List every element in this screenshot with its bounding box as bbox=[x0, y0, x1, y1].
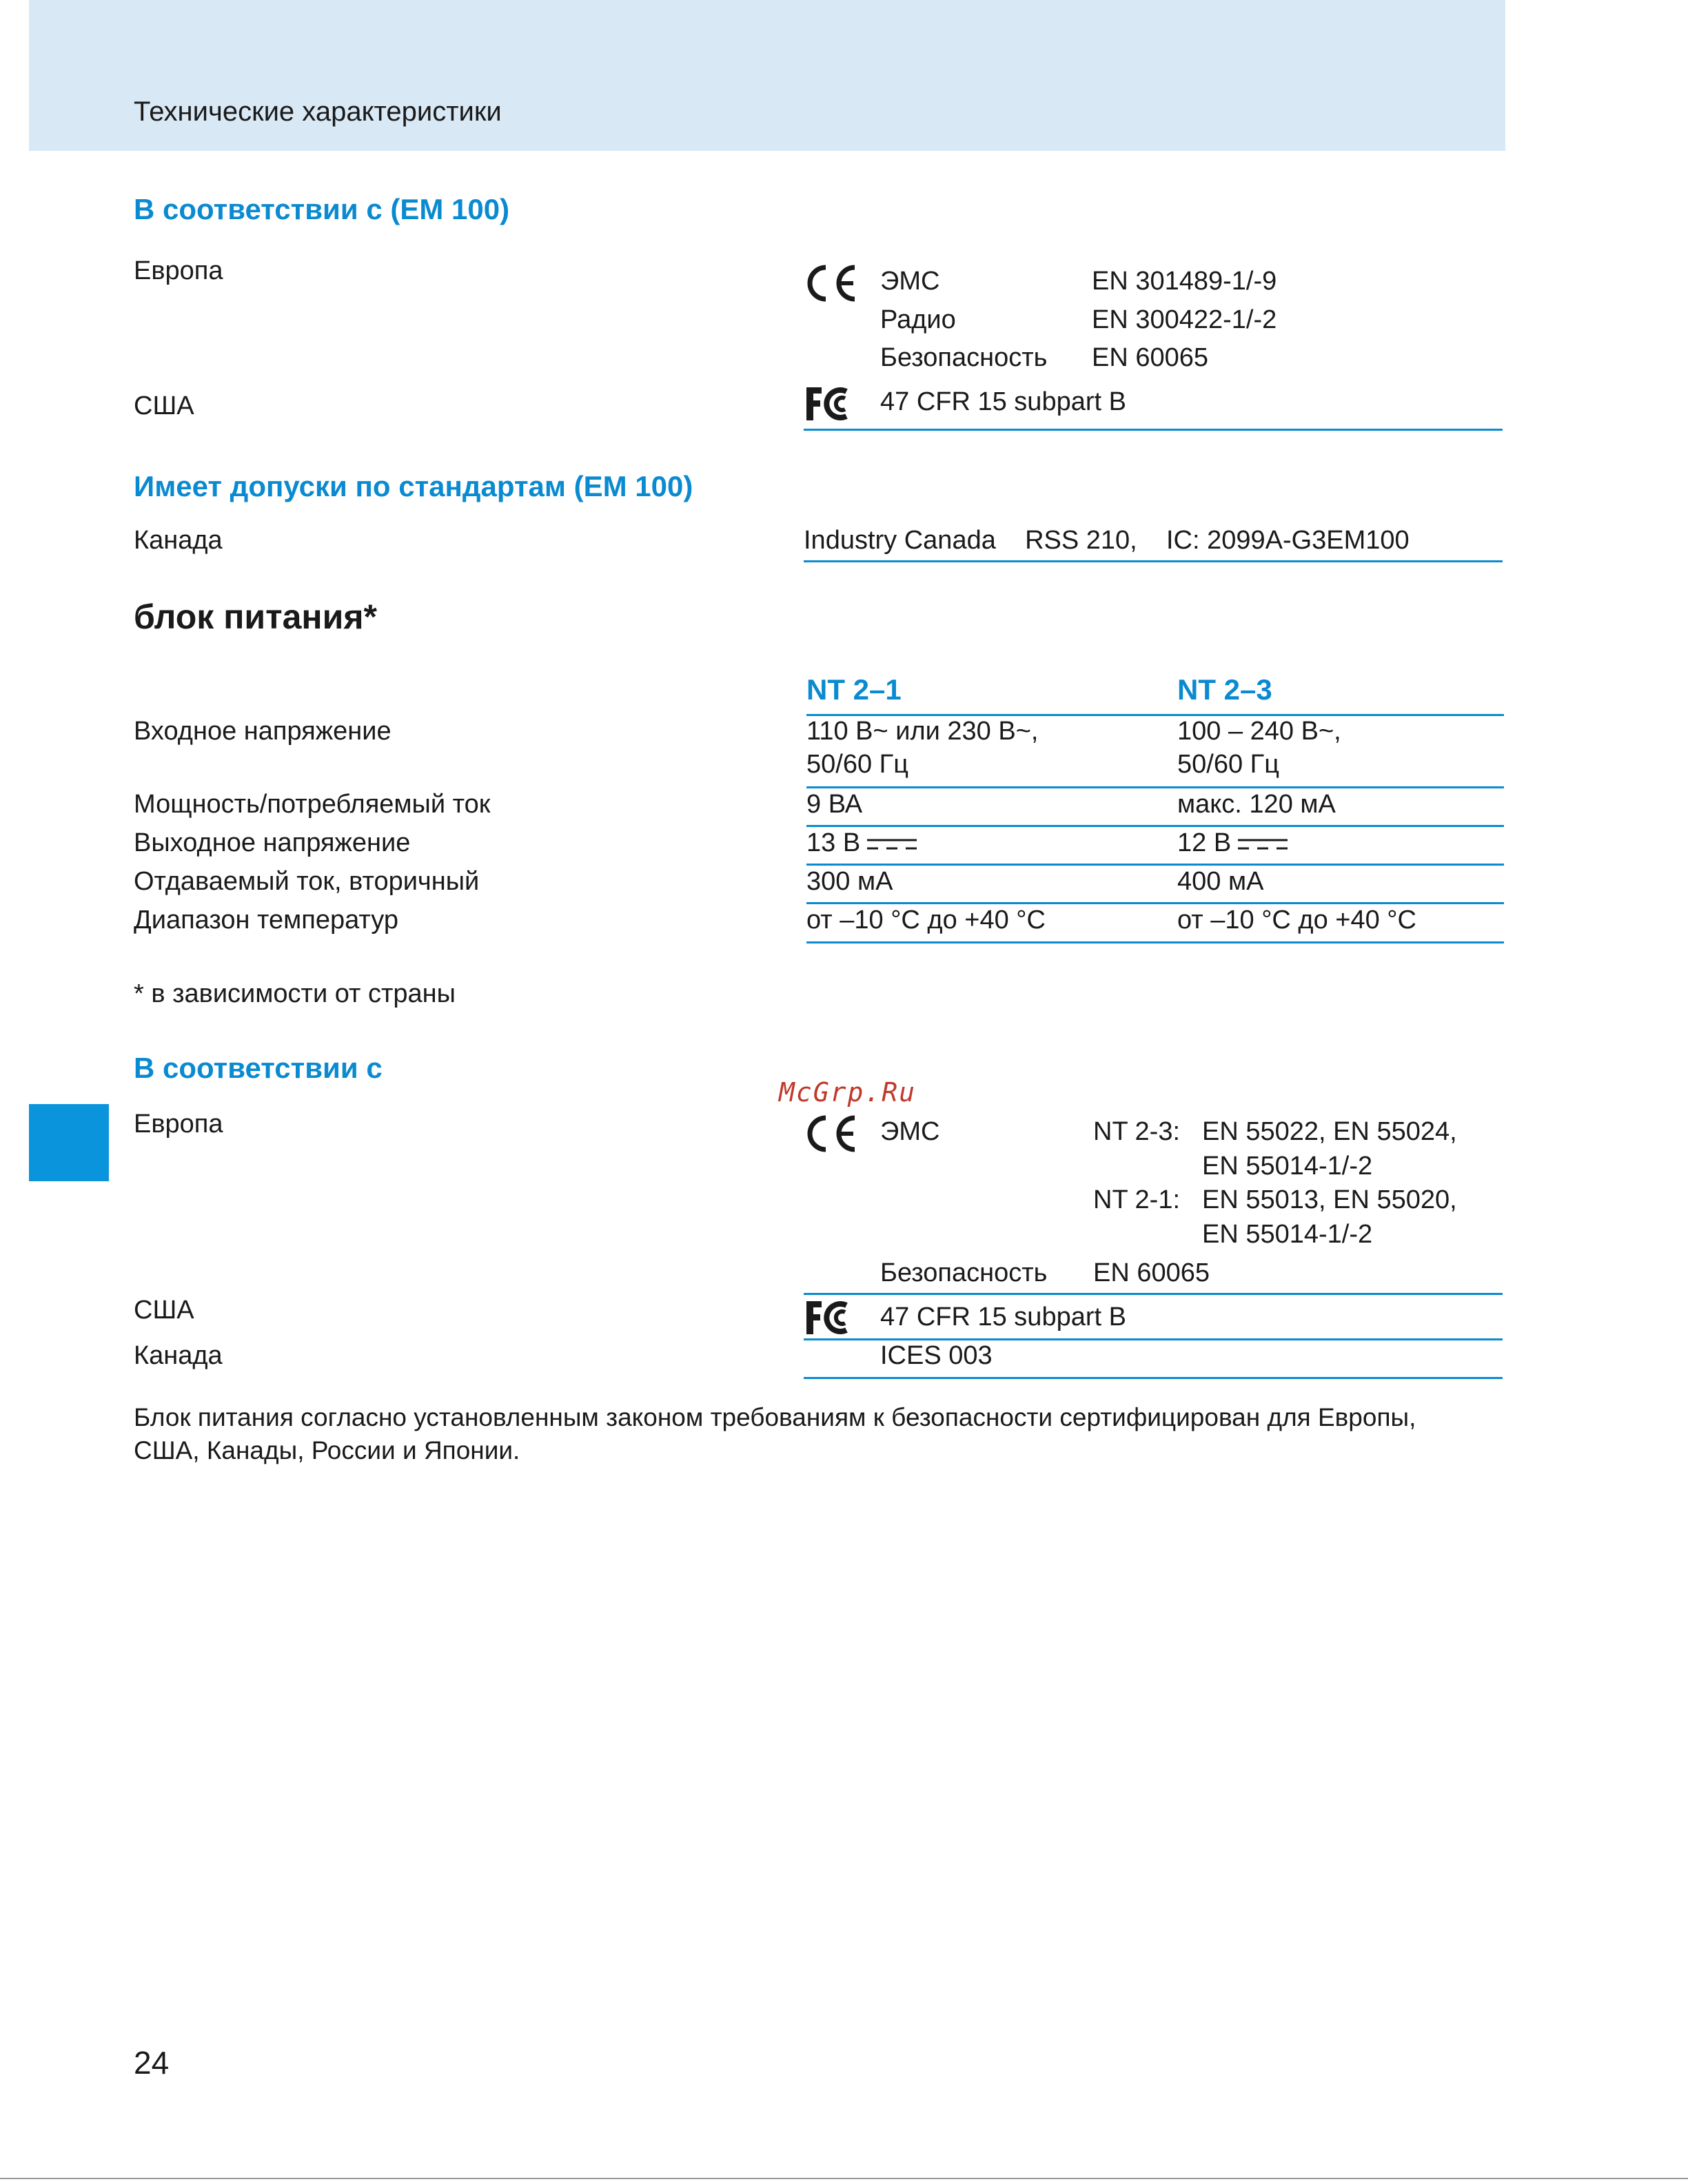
table-rule bbox=[806, 864, 1504, 866]
row-label-power-consumption: Мощность/потребляемый ток bbox=[134, 790, 491, 819]
dc-symbol-icon bbox=[1237, 834, 1289, 855]
ce-mark-icon bbox=[801, 265, 857, 302]
europe-label: Европа bbox=[134, 1110, 223, 1139]
chapter-tab-marker bbox=[29, 1104, 109, 1181]
canada-label: Канада bbox=[134, 526, 223, 555]
watermark-text: McGrp.Ru bbox=[779, 1077, 917, 1108]
usa-label: США bbox=[134, 1296, 194, 1325]
nt23-output-voltage: 12 В bbox=[1177, 828, 1232, 857]
radio-value: EN 300422-1/-2 bbox=[1092, 305, 1277, 334]
nt21-input-voltage: 110 В~ или 230 В~, bbox=[806, 717, 1039, 746]
divider-line bbox=[804, 1293, 1503, 1295]
page-bottom-edge bbox=[0, 2178, 1688, 2179]
emc-value: EN 301489-1/-9 bbox=[1092, 267, 1277, 296]
canada-value: Industry Canada RSS 210, IC: 2099A-G3EM100 bbox=[804, 526, 1410, 555]
table-rule bbox=[806, 941, 1504, 943]
ce-mark-icon bbox=[801, 1115, 857, 1152]
header-band bbox=[29, 0, 1505, 151]
emc-label: ЭМС bbox=[880, 1117, 940, 1146]
divider-line bbox=[804, 1377, 1503, 1379]
nt23-output-current: 400 мА bbox=[1177, 867, 1264, 896]
nt23-output-voltage-cell bbox=[1177, 828, 1289, 858]
footnote: * в зависимости от страны bbox=[134, 979, 456, 1008]
fcc-logo-icon bbox=[802, 1298, 857, 1337]
nt21-output-current: 300 мА bbox=[806, 867, 893, 896]
safety-value: EN 60065 bbox=[1093, 1258, 1210, 1287]
nt23-input-frequency: 50/60 Гц bbox=[1177, 750, 1279, 779]
nt21-label: NT 2-1: bbox=[1093, 1185, 1181, 1214]
nt21-output-voltage: 13 В bbox=[806, 828, 861, 857]
usa-value: 47 CFR 15 subpart B bbox=[880, 1303, 1126, 1331]
divider-line bbox=[804, 429, 1503, 431]
row-label-output-voltage: Выходное напряжение bbox=[134, 828, 411, 857]
canada-value: ICES 003 bbox=[880, 1341, 993, 1370]
section-title-compliance-psu: В соответствии с bbox=[134, 1052, 383, 1084]
row-label-temperature-range: Диапазон температур bbox=[134, 906, 398, 935]
table-rule bbox=[806, 902, 1504, 904]
section-title-approvals-em100: Имеет допуски по стандартам (EM 100) bbox=[134, 470, 693, 502]
nt21-power: 9 ВА bbox=[806, 790, 863, 819]
dc-symbol-icon bbox=[866, 834, 918, 855]
page-header-title: Технические характеристики bbox=[134, 96, 502, 127]
certification-note-line1: Блок питания согласно установленным законом требованиям к безопасности сертифицирован для Европы, bbox=[134, 1403, 1416, 1431]
page-number: 24 bbox=[134, 2045, 170, 2081]
nt23-temperature-range: от –10 °C до +40 °C bbox=[1177, 906, 1416, 935]
usa-label: США bbox=[134, 391, 194, 420]
divider-line bbox=[804, 560, 1503, 562]
canada-label: Канада bbox=[134, 1341, 223, 1370]
nt23-power: макс. 120 мА bbox=[1177, 790, 1336, 819]
table-rule bbox=[806, 825, 1504, 827]
radio-label: Радио bbox=[880, 305, 956, 334]
nt23-emc-line1: EN 55022, EN 55024, bbox=[1202, 1117, 1457, 1146]
emc-label: ЭМС bbox=[880, 267, 940, 296]
safety-value: EN 60065 bbox=[1092, 343, 1209, 372]
table-rule bbox=[806, 786, 1504, 788]
nt23-label: NT 2-3: bbox=[1093, 1117, 1181, 1146]
nt23-input-voltage: 100 – 240 В~, bbox=[1177, 717, 1341, 746]
nt21-emc-line2: EN 55014-1/-2 bbox=[1202, 1220, 1373, 1249]
row-label-input-voltage: Входное напряжение bbox=[134, 717, 392, 746]
section-title-compliance-em100: В соответствии с (EM 100) bbox=[134, 193, 510, 225]
safety-label: Безопасность bbox=[880, 1258, 1048, 1287]
power-supply-title: блок питания* bbox=[134, 598, 378, 636]
nt21-input-frequency: 50/60 Гц bbox=[806, 750, 908, 779]
certification-note-line2: США, Канады, России и Японии. bbox=[134, 1436, 520, 1464]
europe-label: Европа bbox=[134, 256, 223, 285]
row-label-output-current: Отдаваемый ток, вторичный bbox=[134, 867, 480, 896]
column-header-nt21: NT 2–1 bbox=[806, 673, 902, 706]
nt23-emc-line2: EN 55014-1/-2 bbox=[1202, 1152, 1373, 1181]
nt21-emc-line1: EN 55013, EN 55020, bbox=[1202, 1185, 1457, 1214]
fcc-logo-icon bbox=[802, 385, 857, 423]
safety-label: Безопасность bbox=[880, 343, 1048, 372]
column-header-nt23: NT 2–3 bbox=[1177, 673, 1272, 706]
nt21-output-voltage-cell bbox=[806, 828, 918, 858]
usa-value: 47 CFR 15 subpart B bbox=[880, 387, 1126, 416]
table-rule bbox=[806, 714, 1504, 716]
nt21-temperature-range: от –10 °C до +40 °C bbox=[806, 906, 1046, 935]
divider-line bbox=[804, 1338, 1503, 1340]
